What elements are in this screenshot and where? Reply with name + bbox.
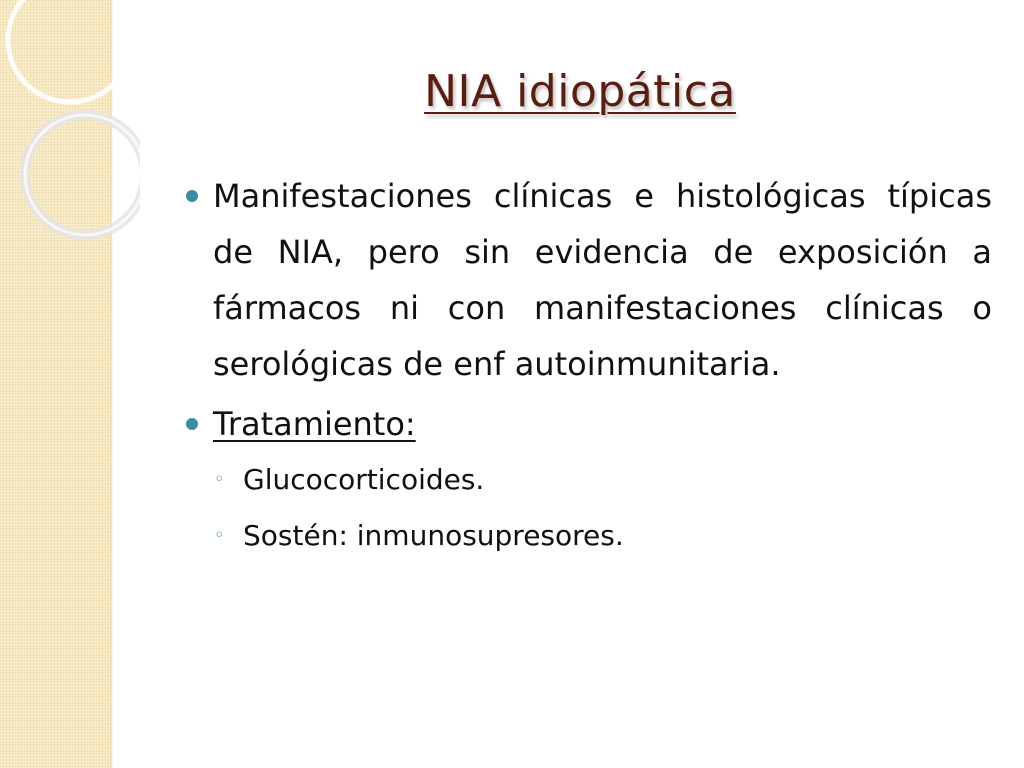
bullet-text: Tratamiento: (213, 405, 416, 443)
sub-item-text: Glucocorticoides. (243, 463, 485, 496)
sub-item-glucocorticoids (180, 452, 992, 508)
decorative-ring-top (8, 0, 132, 102)
bullet-item-definition (180, 168, 992, 392)
bullet-dot-icon (186, 190, 198, 202)
sub-item-text: Sostén: inmunosupresores. (243, 519, 624, 552)
bullet-text: Manifestaciones clínicas e histológicas típicas de NIA, pero sin evidencia de exposición a fármacos ni con manifestaciones clínicas o serológicas de enf autoinmunitaria. (213, 177, 992, 383)
sub-item-support (180, 508, 992, 564)
hollow-circle-icon: ◦ (214, 469, 225, 490)
bullet-item-treatment (180, 396, 992, 452)
hollow-circle-icon: ◦ (214, 525, 225, 546)
bullet-dot-icon (186, 418, 198, 430)
slide-title: NIA idiopática (424, 66, 736, 117)
slide-content (180, 168, 992, 564)
decorative-circles (0, 0, 140, 260)
